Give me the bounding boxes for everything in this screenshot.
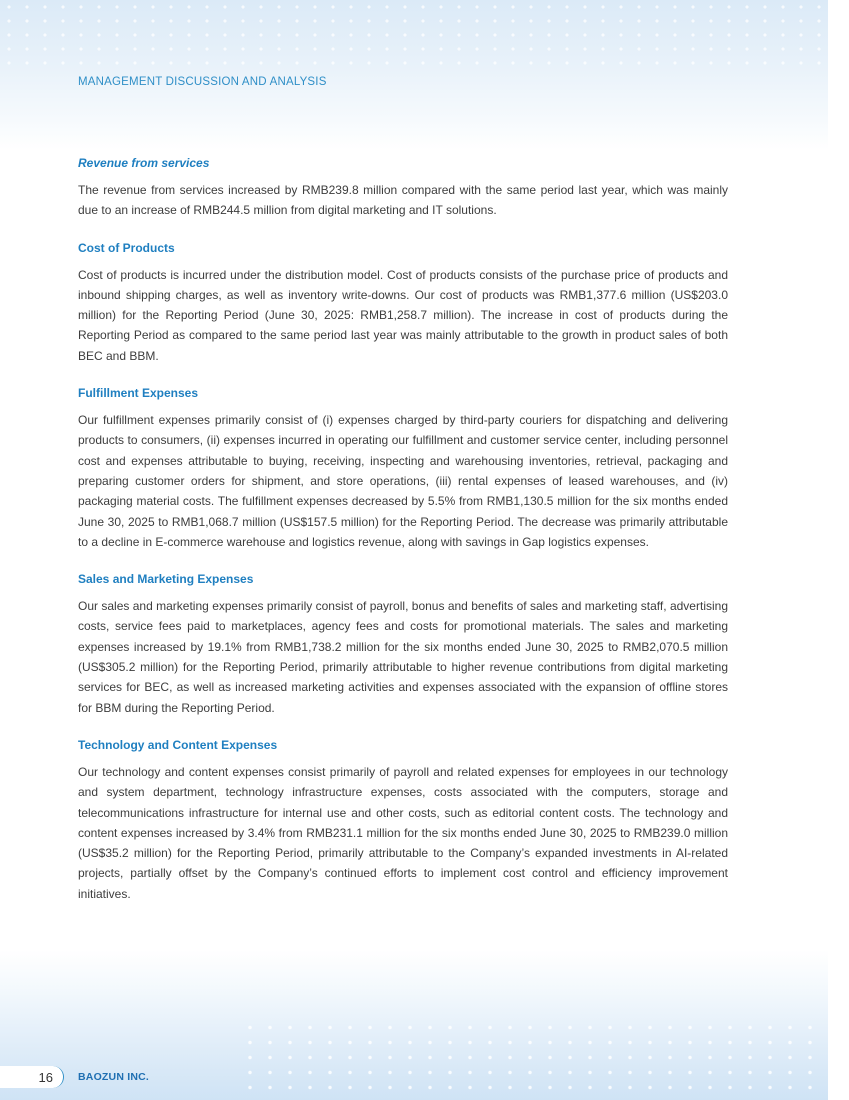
section-paragraph: Our technology and content expenses consist primarily of payroll and related expenses for employees in our technology and system department, technology infrastructure expenses, costs associated with the computers, storage and telecommunications infrastructure for internal use and other costs, such as editorial content costs. The technology and content expenses increased by 3.4% from RMB231.1 million for the six months ended June 30, 2025 to RMB239.0 million (US$35.2 million) for the Reporting Period, primarily attributable to the Company’s expanded investments in AI-related projects, partially offset by the Company’s continued efforts to implement cost control and efficiency improvement initiatives. <box>78 764 728 901</box>
section-heading: Revenue from services <box>78 156 210 170</box>
section-paragraph: Our fulfillment expenses primarily consist of (i) expenses charged by third-party couriers for dispatching and delivering products to consumers, (ii) expenses incurred in operating our fulfillment and customer service center, including personnel cost and expenses attributable to buying, receiving, inspecting and warehousing inventories, retrieval, packaging and preparing customer orders for shipment, and store operations, (iii) rental expenses of leased warehouses, and (iv) packaging material costs. The fulfillment expenses decreased by 5.5% from RMB1,130.5 million for the six months ended June 30, 2025 to RMB1,068.7 million (US$157.5 million) for the Reporting Period. The decrease was primarily attributable to a decline in E-commerce warehouse and logistics revenue, along with savings in Gap logistics expenses. <box>78 413 728 549</box>
main-content <box>78 156 728 924</box>
section-paragraph: Cost of products is incurred under the distribution model. Cost of products consists of the purchase price of products and inbound shipping charges, as well as inventory write-downs. Our cost of products was RMB1,377.6 million (US$203.0 million) for the Reporting Period (June 30, 2025: RMB1,258.7 million). The increase in cost of products during the Reporting Period as compared to the same period last year was mainly attributable to the growth in product sales of both BEC and BBM. <box>78 267 728 363</box>
running-header: MANAGEMENT DISCUSSION AND ANALYSIS <box>78 76 327 88</box>
section-revenue-from-services <box>78 156 728 221</box>
section-fulfillment-expenses <box>78 386 728 552</box>
company-name: BAOZUN INC. <box>78 1071 150 1083</box>
section-heading: Sales and Marketing Expenses <box>78 572 254 587</box>
page-number-tab <box>0 1066 64 1088</box>
section-heading: Fulfillment Expenses <box>78 386 199 401</box>
section-technology-and-content-expenses <box>78 738 728 904</box>
header-background <box>0 0 828 150</box>
header-dot-pattern <box>0 0 828 70</box>
right-margin <box>828 0 849 1100</box>
section-paragraph: Our sales and marketing expenses primarily consist of payroll, bonus and benefits of sales and marketing staff, advertising costs, service fees paid to marketplaces, agency fees and costs for promotional materials. The sales and marketing expenses increased by 19.1% from RMB1,738.2 million for the six months ended June 30, 2025 to RMB2,070.5 million (US$305.2 million) for the Reporting Period, primarily attributable to higher revenue contributions from digital marketing services for BEC, as well as increased marketing activities and expenses associated with the expansion of offline stores for BBM during the Reporting Period. <box>78 599 728 715</box>
section-sales-and-marketing-expenses <box>78 572 728 718</box>
page-number: 16 <box>38 1069 53 1085</box>
section-heading: Cost of Products <box>78 240 175 255</box>
section-heading: Technology and Content Expenses <box>78 737 278 752</box>
section-paragraph: The revenue from services increased by RMB239.8 million compared with the same period last year, which was mainly due to an increase of RMB244.5 million from digital marketing and IT solutions. <box>78 183 728 218</box>
footer-dot-pattern <box>240 1020 828 1100</box>
section-cost-of-products <box>78 241 728 366</box>
